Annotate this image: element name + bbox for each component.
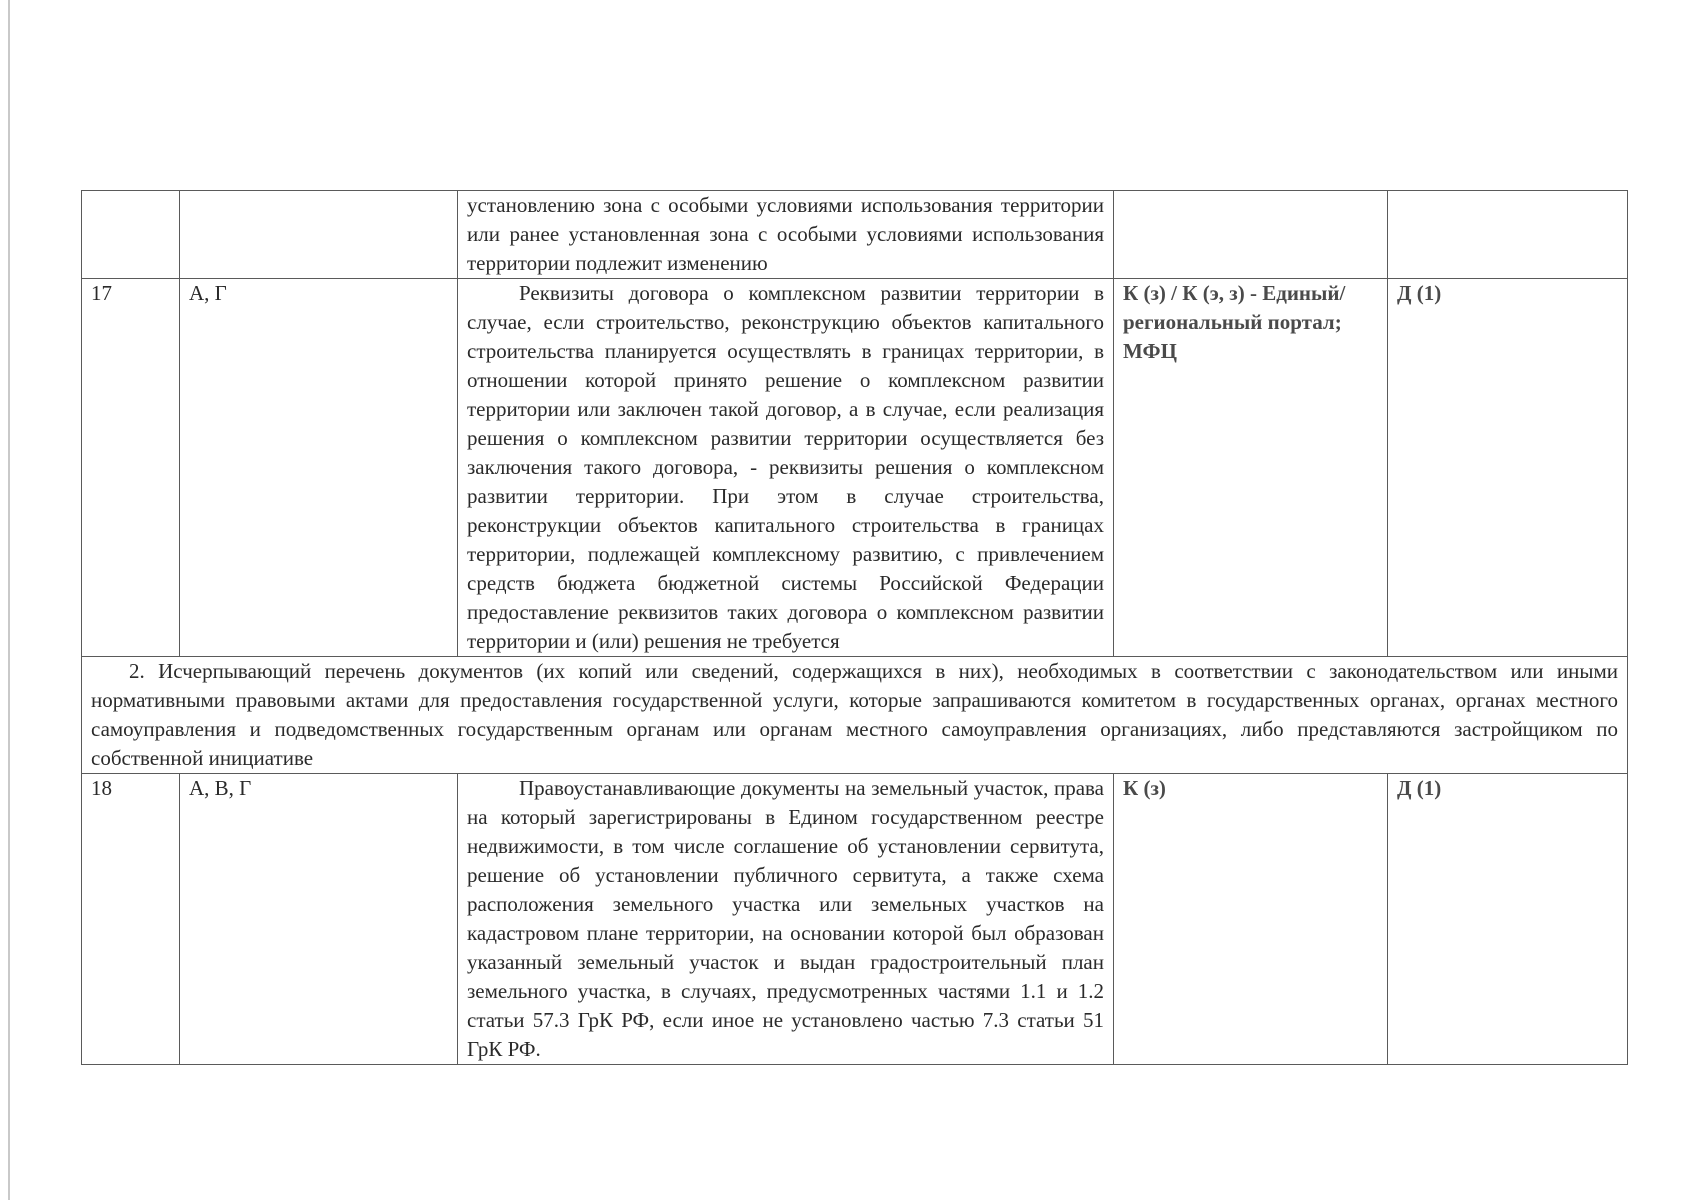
row-number-cell [82,191,180,279]
row-description-cell: установлению зона с особыми условиями использования территории или ранее установленная зона с особыми условиями использования территории подлежит изменению [458,191,1114,279]
row-number-cell: 18 [82,774,180,1065]
row-categories-cell: А, В, Г [180,774,458,1065]
row-number-cell: 17 [82,279,180,657]
row-source-cell: К (з) [1114,774,1388,1065]
table-row [82,191,1628,279]
row-source-cell [1114,191,1388,279]
page-left-edge [8,0,10,1200]
row-form-cell: Д (1) [1388,774,1628,1065]
row-description-text: Реквизиты договора о комплексном развитии территории в случае, если строительство, реконструкцию объектов капитального строительства планируется осуществлять в границах территории, в отношении которой принято решение о комплексном развитии территории или заключен такой договор, а в случае, если реализация решения о комплексном развитии территории осуществляется без заключения такого договора, - реквизиты решения о комплексном развитии территории. При этом в случае строительства, реконструкции объектов капитального строительства в границах территории, подлежащей комплексному развитию, с привлечением средств бюджета бюджетной системы Российской Федерации предоставление реквизитов таких договора о комплексном развитии территории и (или) решения не требуется [467,281,1104,653]
row-form-cell: Д (1) [1388,279,1628,657]
row-description-cell [458,279,1114,657]
section-text: Исчерпывающий перечень документов (их копий или сведений, содержащихся в них), необходимых в соответствии с законодательством или иными нормативными правовыми актами для предоставления государственной услуги, которые запрашиваются комитетом в государственных органах, органах местного самоуправления и подведомственных государственным органам или органам местного самоуправления организациях, либо представляются застройщиком по собственной инициативе [91,659,1618,770]
table-row [82,279,1628,657]
documents-table [81,190,1628,1065]
section-heading-row [82,657,1628,774]
section-number: 2. [129,659,145,683]
row-categories-cell [180,191,458,279]
row-source-cell: К (з) / К (э, з) - Единый/региональный портал; МФЦ [1114,279,1388,657]
section-heading-cell [82,657,1628,774]
row-description-text: Правоустанавливающие документы на земельный участок, права на который зарегистрированы в Едином государственном реестре недвижимости, в том числе соглашение об установлении сервитута, решение об установлении публичного сервитута, а также схема расположения земельного участка или земельных участков на кадастровом плане территории, на основании которой был образован указанный земельный участок и выдан градостроительный план земельного участка, в случаях, предусмотренных частями 1.1 и 1.2 статьи 57.3 ГрК РФ, если иное не установлено частью 7.3 статьи 51 ГрК РФ. [467,776,1104,1061]
row-form-cell [1388,191,1628,279]
row-categories-cell: А, Г [180,279,458,657]
table-row [82,774,1628,1065]
row-description-cell [458,774,1114,1065]
